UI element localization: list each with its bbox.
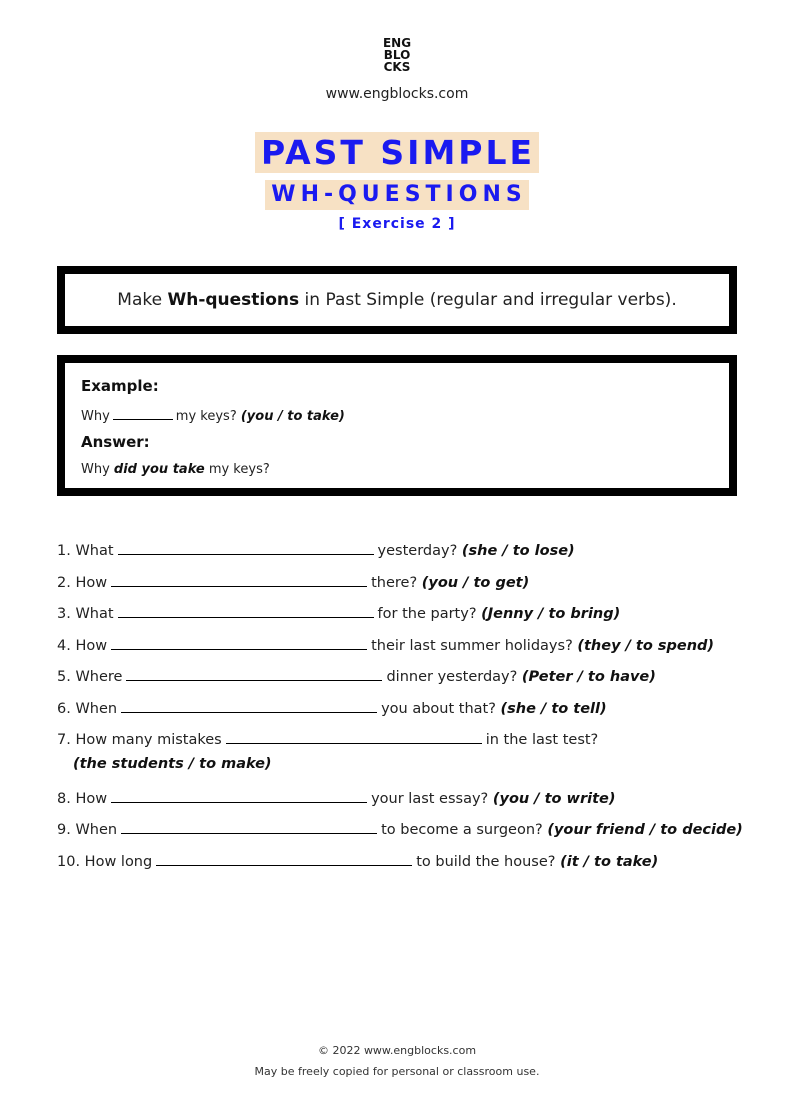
site-url[interactable]: www.engblocks.com (325, 86, 469, 102)
example-hint: (you / to take) (240, 409, 345, 424)
instruction-text (117, 290, 676, 310)
exercise-tag: [ Exercise 2 ] (338, 216, 456, 232)
answer-blank[interactable] (121, 819, 377, 834)
question-hint: (your friend / to decide) (547, 822, 743, 838)
question-start: 2. How (57, 575, 108, 591)
answer-bold: did you take (113, 462, 205, 477)
question-end: your last essay? (371, 791, 489, 807)
answer-blank[interactable] (118, 540, 374, 555)
question-end: you about that? (381, 701, 496, 717)
question-hint: (they / to spend) (577, 638, 715, 654)
question-7 (57, 729, 598, 748)
question-hint: (Peter / to have) (521, 669, 656, 685)
question-hint: (she / to lose) (461, 543, 575, 559)
example-start: Why (81, 409, 110, 424)
question-start: 9. When (57, 822, 118, 838)
answer-blank[interactable] (226, 729, 482, 744)
question-7-hint-line (73, 756, 272, 772)
question-hint: (she / to tell) (500, 701, 607, 717)
question-hint: (it / to take) (560, 854, 659, 870)
logo-line-1: ENG (382, 36, 412, 50)
answer-blank[interactable] (111, 788, 367, 803)
answer-sentence (81, 462, 270, 477)
question-6 (57, 698, 607, 717)
question-start: 4. How (57, 638, 108, 654)
question-5 (57, 666, 656, 685)
logo-line-3: CKS (383, 60, 411, 74)
answer-blank[interactable] (111, 572, 367, 587)
footer-copyright: © 2022 www.engblocks.com (317, 1044, 477, 1057)
question-1 (57, 540, 575, 559)
answer-label: Answer: (81, 433, 150, 451)
question-start: 10. How long (57, 854, 153, 870)
answer-blank[interactable] (126, 666, 382, 681)
instruction-bold: Wh-questions (167, 290, 300, 310)
engblocks-logo (0, 37, 794, 73)
question-hint: (the students / to make) (73, 756, 272, 772)
footer-license: May be freely copied for personal or classroom use. (254, 1065, 540, 1078)
question-end: for the party? (377, 606, 477, 622)
question-8 (57, 788, 615, 807)
example-blank (113, 407, 173, 420)
page-title: PAST SIMPLE (255, 132, 539, 173)
question-9 (57, 819, 743, 838)
question-3 (57, 603, 620, 622)
question-end: to become a surgeon? (381, 822, 543, 838)
logo-line-2: BLO (383, 48, 411, 62)
page-subtitle: WH-QUESTIONS (265, 180, 528, 210)
question-4 (57, 635, 714, 654)
question-end: yesterday? (377, 543, 458, 559)
example-end: my keys? (175, 409, 237, 424)
page-title-wrap (0, 132, 794, 173)
answer-end: my keys? (204, 462, 270, 477)
answer-blank[interactable] (156, 851, 412, 866)
question-start: 6. When (57, 701, 118, 717)
question-hint: (you / to write) (492, 791, 616, 807)
question-end: there? (371, 575, 418, 591)
instruction-prefix: Make (117, 290, 168, 310)
question-start: 3. What (57, 606, 114, 622)
question-hint: (you / to get) (421, 575, 530, 591)
question-end: in the last test? (485, 732, 599, 748)
answer-blank[interactable] (118, 603, 374, 618)
question-start: 1. What (57, 543, 114, 559)
question-end: to build the house? (416, 854, 556, 870)
question-start: 8. How (57, 791, 108, 807)
question-start: 5. Where (57, 669, 123, 685)
answer-start: Why (81, 462, 114, 477)
question-10 (57, 851, 658, 870)
instruction-box (57, 266, 737, 334)
answer-blank[interactable] (121, 698, 377, 713)
question-2 (57, 572, 529, 591)
answer-blank[interactable] (111, 635, 367, 650)
example-label: Example: (81, 377, 159, 395)
example-sentence (81, 407, 345, 424)
example-box (57, 355, 737, 496)
question-start: 7. How many mistakes (57, 732, 222, 748)
instruction-suffix: in Past Simple (regular and irregular verbs). (299, 290, 677, 310)
page-subtitle-wrap (0, 180, 794, 210)
question-end: their last summer holidays? (371, 638, 573, 654)
question-end: dinner yesterday? (386, 669, 518, 685)
question-hint: (Jenny / to bring) (481, 606, 621, 622)
